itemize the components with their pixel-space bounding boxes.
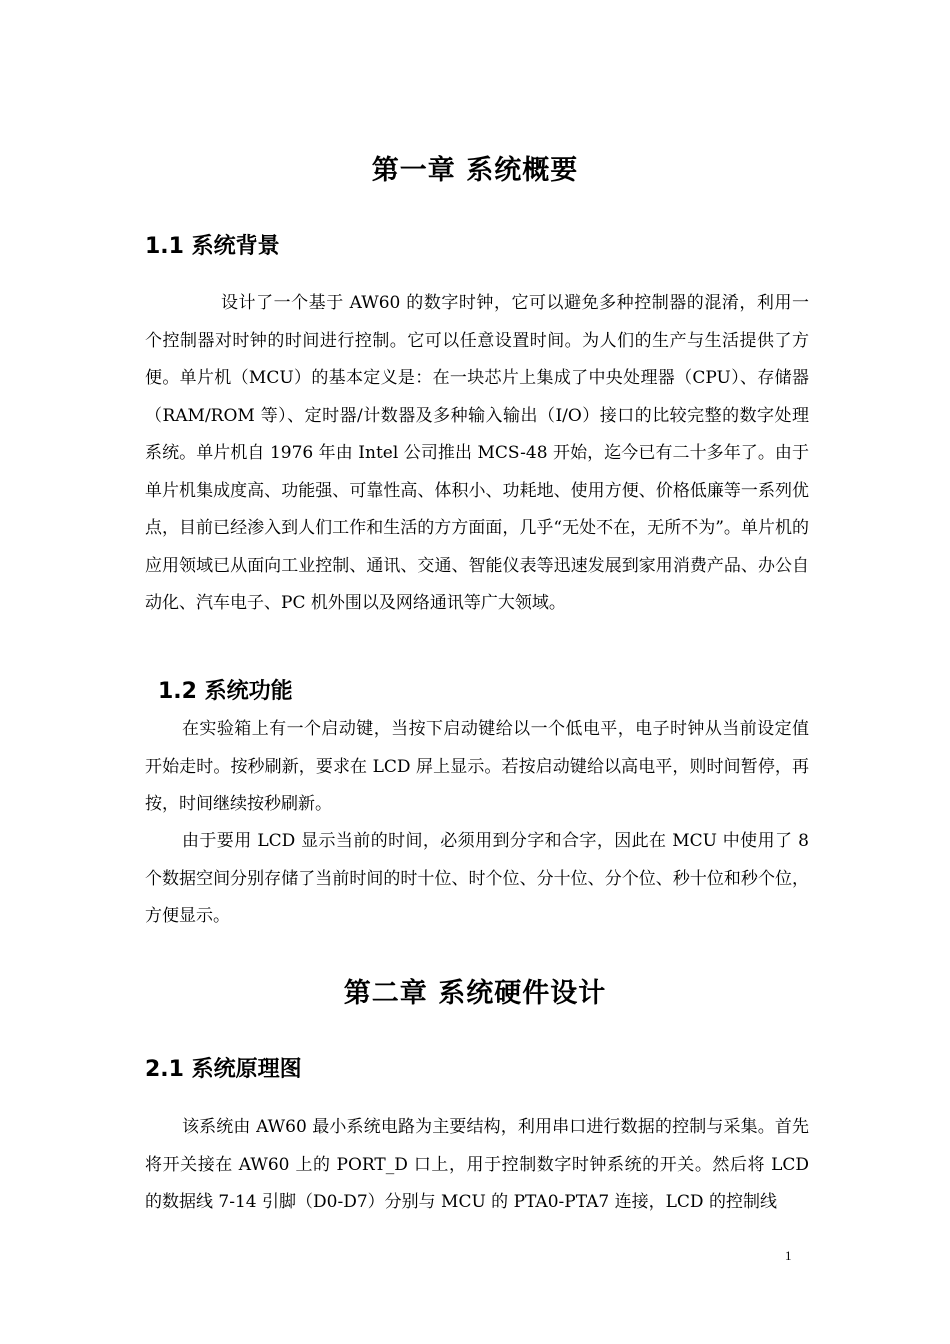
chapter-1-title: 第一章 系统概要 [371,155,579,186]
section-1-2-heading: 1.2 系统功能 [158,679,293,704]
section-1-2-paragraph-1: 在实验箱上有一个启动键，当按下启动键给以一个低电平，电子时钟从当前设定值开始走时。按秒刷新，要求在 LCD 屏上显示。若按启动键给以高电平，则时间暂停，再按，时间继续按秒刷新。 [145,719,809,814]
section-2-1-paragraph: 该系统由 AW60 最小系统电路为主要结构，利用串口进行数据的控制与采集。首先将开关接在 AW60 上的 PORT_D 口上，用于控制数字时钟系统的开关。然后将 LCD 的数据线 7-14 引脚（D0-D7）分别与 MCU 的 PTA0-PTA7 连接，LCD 的控制线 [145,1117,809,1212]
section-2-1-heading: 2.1 系统原理图 [145,1057,302,1082]
section-1-1-paragraph: 设计了一个基于 AW60 的数字时钟，它可以避免多种控制器的混淆，利用一个控制器对时钟的时间进行控制。它可以任意设置时间。为人们的生产与生活提供了方便。单片机（MCU）的基本定义是：在一块芯片上集成了中央处理器（CPU）、存储器（RAM/ROM 等）、定时器/计数器及多种输入输出（I/O）接口的比较完整的数字处理系统。单片机自 1976 年由 Intel 公司推出 MCS-48 开始，迄今已有二十多年了。由于单片机集成度高、功能强、可靠性高、体积小、功耗地、使用方便、价格低廉等一系列优点，目前已经渗入到人们工作和生活的方方面面，几乎“无处不在，无所不为”。单片机的应用领域已从面向工业控制、通讯、交通、智能仪表等迅速发展到家用消费产品、办公自动化、汽车电子、PC 机外围以及网络通讯等广大领域。 [145,293,809,613]
page-number: 1 [785,1248,792,1263]
chapter-2-title: 第二章 系统硬件设计 [343,978,607,1009]
section-1-1-heading: 1.1 系统背景 [145,234,280,259]
section-1-2-paragraph-2: 由于要用 LCD 显示当前的时间，必须用到分字和合字，因此在 MCU 中使用了 8 个数据空间分别存储了当前时间的时十位、时个位、分十位、分个位、秒十位和秒个位，方便显示。 [145,831,809,926]
